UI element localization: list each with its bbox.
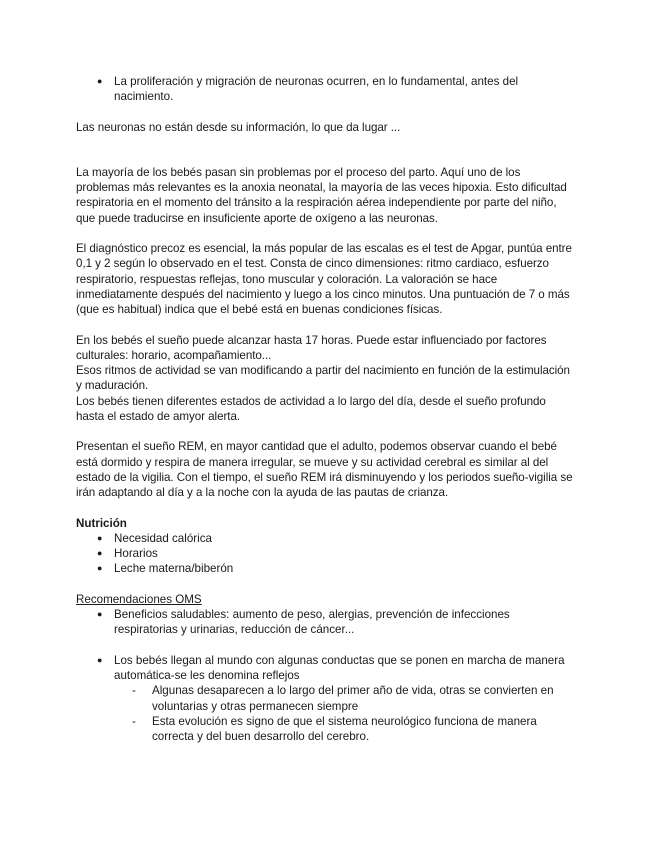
nutricion-list bbox=[76, 531, 576, 577]
paragraph-rem: Presentan el sueño REM, en mayor cantidad que el adulto, podemos observar cuando el bebé está dormido y respira de manera irregular, se mueve y su actividad cerebral es similar al del estado de la vigilia. Con el tiempo, el sueño REM irá disminuyendo y los periodos sueño-vigilia se irán adaptando al día y a la noche con la ayuda de las pautas de crianza. bbox=[76, 440, 573, 500]
heading-nutricion: Nutrición bbox=[76, 516, 127, 530]
list-item: ● Los bebés llegan al mundo con algunas conductas que se ponen en marcha de manera automática-se les denomina reflejos bbox=[76, 653, 576, 684]
intro-bullet-list bbox=[76, 74, 576, 105]
oms-list bbox=[76, 607, 576, 683]
list-item: ● Horarios bbox=[76, 546, 576, 561]
list-item: - Esta evolución es signo de que el sistema neurológico funciona de manera correcta y del buen desarrollo del cerebro. bbox=[76, 714, 576, 745]
heading-oms: Recomendaciones OMS bbox=[76, 592, 202, 606]
sueno-line: Los bebés tienen diferentes estados de actividad a lo largo del día, desde el sueño profundo hasta el estado de amyor alerta. bbox=[76, 394, 546, 424]
list-item: ● La proliferación y migración de neuronas ocurren, en lo fundamental, antes del nacimiento. bbox=[76, 74, 576, 105]
sueno-line: Esos ritmos de actividad se van modificando a partir del nacimiento en función de la estimulación y maduración. bbox=[76, 364, 570, 393]
paragraph-apgar: El diagnóstico precoz es esencial, la más popular de las escalas es el test de Apgar, puntúa entre 0,1 y 2 según lo observado en el test. Consta de cinco dimensiones: ritmo cardiaco, esfuerzo respiratorio, respuestas reflejas, tono muscular y coloración. La valoración se hace inmediatamente después del nacimiento y luego a los cinco minutos. Una puntuación de 7 o más (que es habitual) indica que el bebé está en buenas condiciones físicas. bbox=[76, 242, 572, 317]
paragraph-parto: La mayoría de los bebés pasan sin problemas por el proceso del parto. Aquí uno de los problemas más relevantes es la anoxia neonatal, la mayoría de las veces hipoxia. Esto dificultad respiratoria en el momento del tránsito a la respiración aérea independiente por parte del niño, que puede traducirse en insuficiente aporte de oxígeno a las neuronas. bbox=[76, 165, 567, 225]
list-item: ● Beneficios saludables: aumento de peso, alergias, prevención de infecciones respiratorias y urinarias, reducción de cáncer... bbox=[76, 607, 576, 638]
paragraph-sueno bbox=[76, 333, 576, 425]
list-item: - Algunas desaparecen a lo largo del primer año de vida, otras se convierten en voluntarias y otras permanecen siempre bbox=[76, 683, 576, 714]
document-page bbox=[76, 74, 576, 744]
sueno-line: En los bebés el sueño puede alcanzar hasta 17 horas. Puede estar influenciado por factores culturales: horario, acompañamiento... bbox=[76, 333, 547, 362]
oms-sub-list bbox=[76, 683, 576, 744]
list-item: ● Necesidad calórica bbox=[76, 531, 576, 546]
paragraph-neuronas: Las neuronas no están desde su información, lo que da lugar ... bbox=[76, 120, 401, 134]
list-item: ● Leche materna/biberón bbox=[76, 561, 576, 576]
